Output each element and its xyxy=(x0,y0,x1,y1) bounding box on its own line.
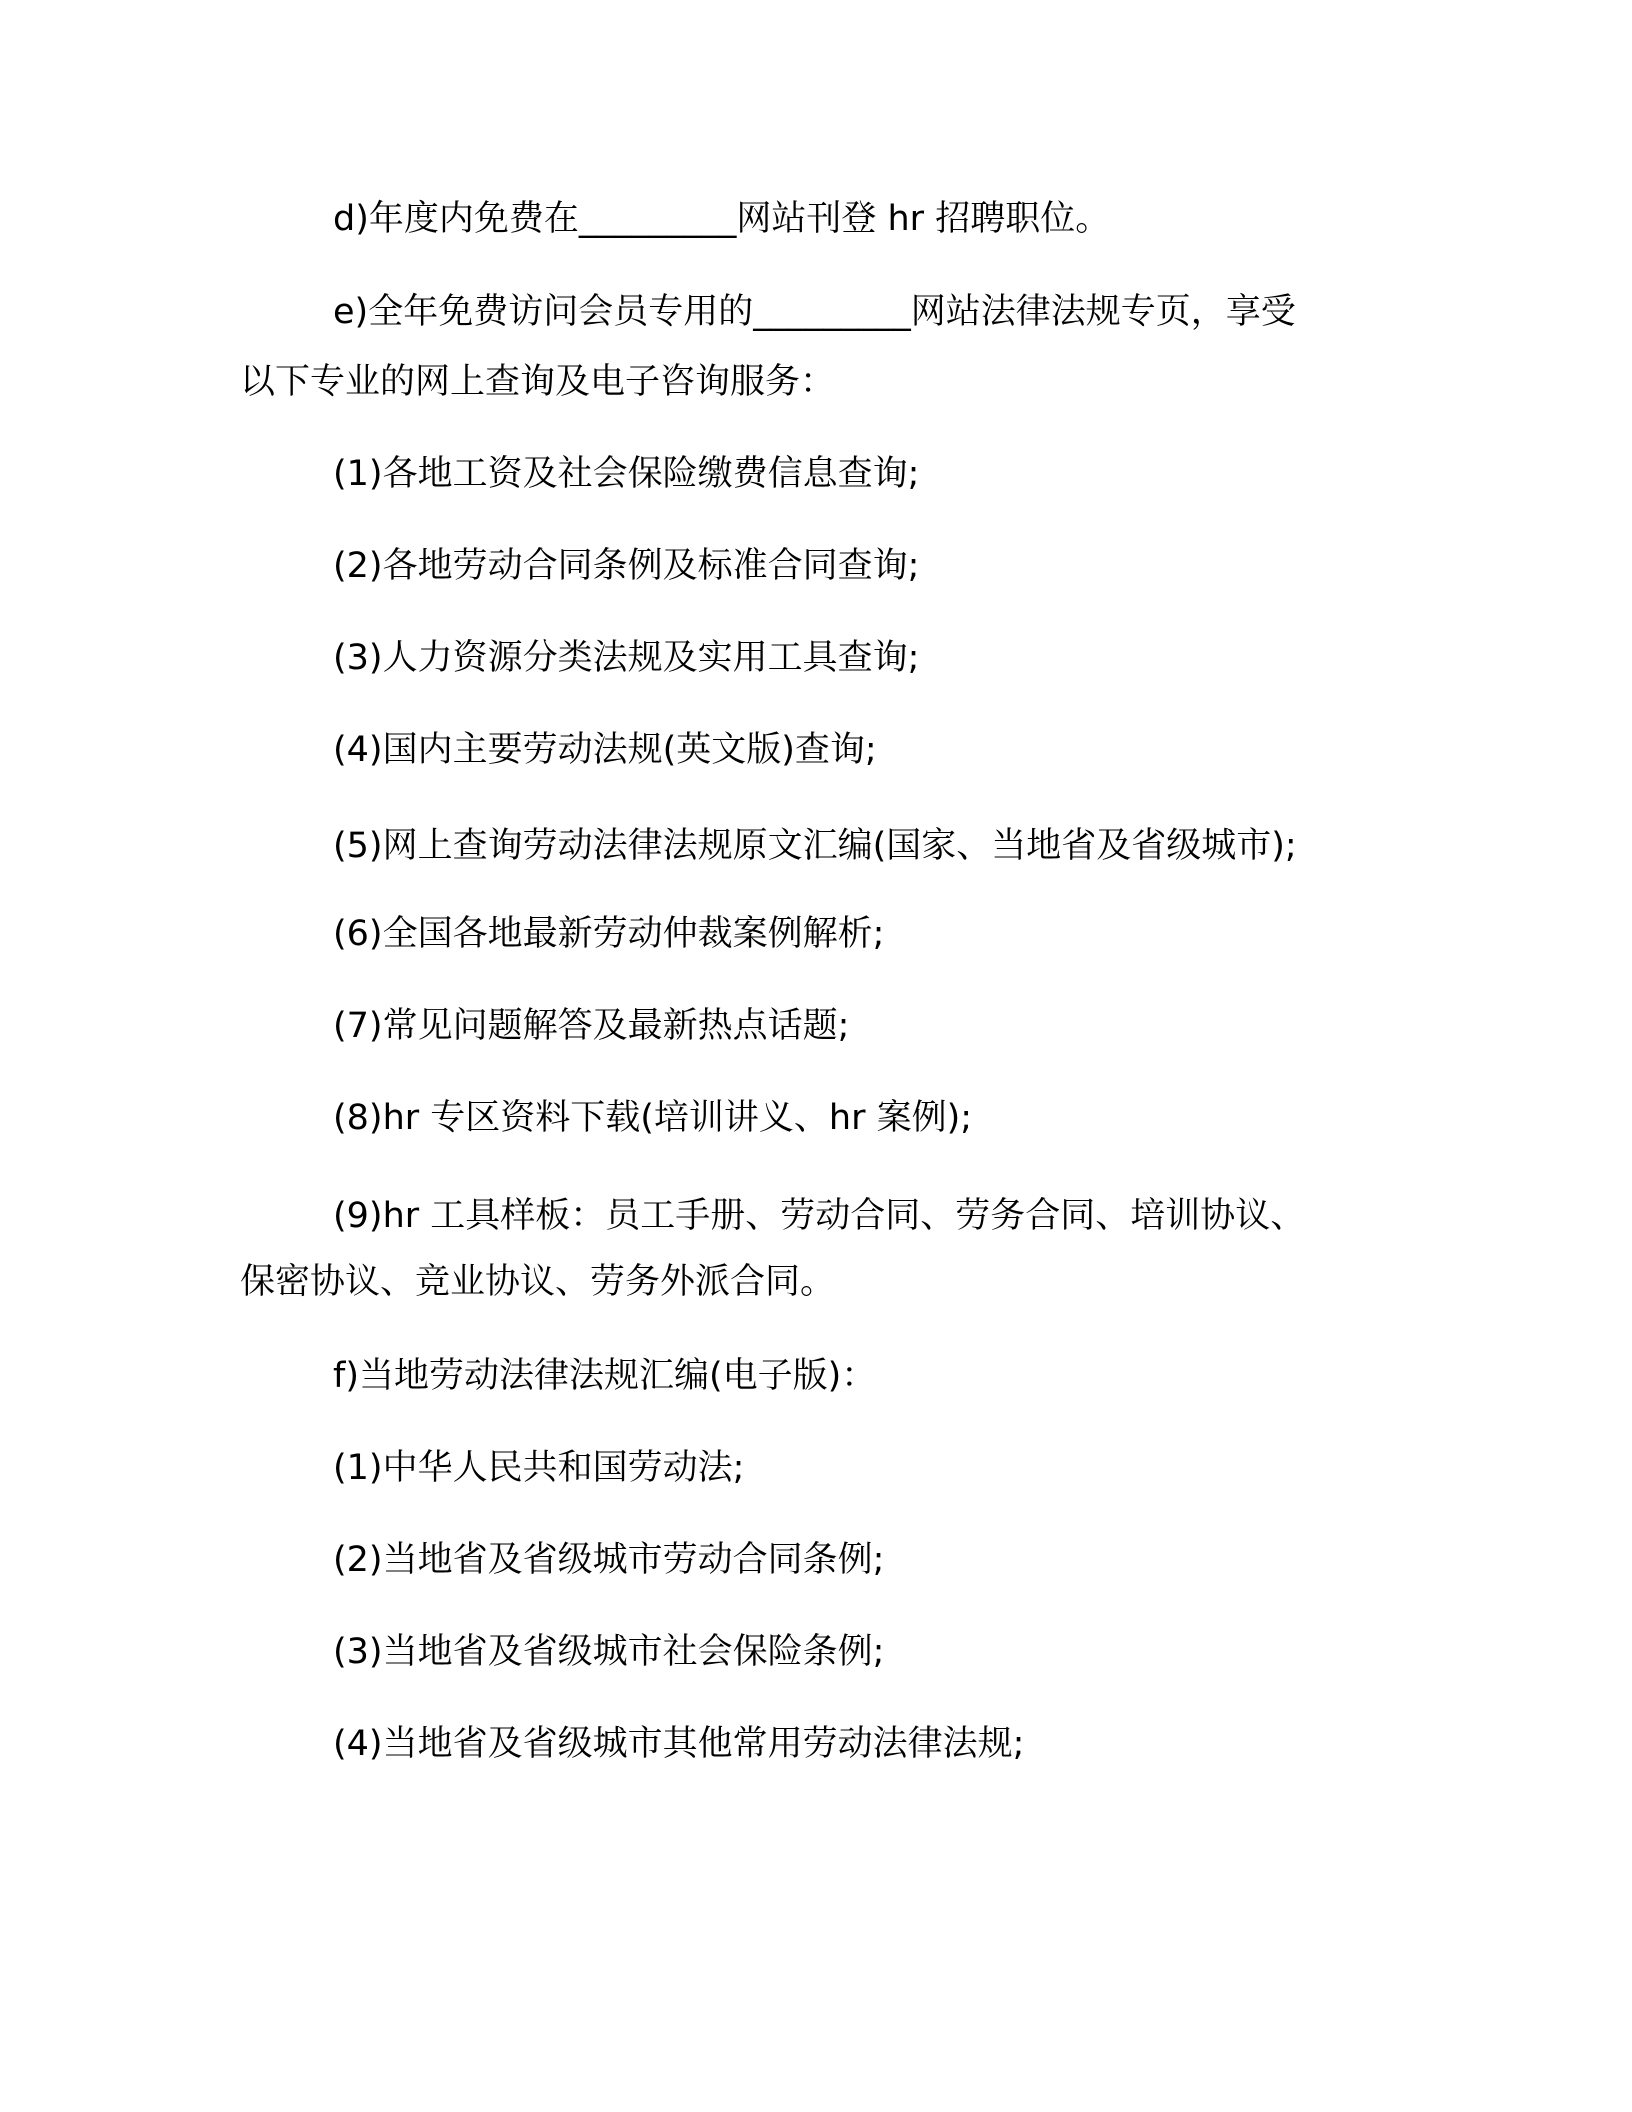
item-e-line1: e)全年免费访问会员专用的_________网站法律法规专页，享受 xyxy=(333,292,1296,332)
item-e-line2: 以下专业的网上查询及电子咨询服务： xyxy=(240,362,836,402)
item-f-4: (4)当地省及省级城市其他常用劳动法律法规; xyxy=(333,1724,1025,1764)
item-e-1: (1)各地工资及社会保险缴费信息查询; xyxy=(333,454,920,494)
item-e-6: (6)全国各地最新劳动仲裁案例解析; xyxy=(333,914,885,954)
item-f-1: (1)中华人民共和国劳动法; xyxy=(333,1448,745,1488)
item-e-7: (7)常见问题解答及最新热点话题; xyxy=(333,1006,850,1046)
item-e-4: (4)国内主要劳动法规(英文版)查询; xyxy=(333,730,877,770)
item-e-9-line2: 保密协议、竞业协议、劳务外派合同。 xyxy=(240,1262,836,1302)
item-e-3: (3)人力资源分类法规及实用工具查询; xyxy=(333,638,920,678)
item-e-2: (2)各地劳动合同条例及标准合同查询; xyxy=(333,546,920,586)
item-f-3: (3)当地省及省级城市社会保险条例; xyxy=(333,1632,885,1672)
item-e-5: (5)网上查询劳动法律法规原文汇编(国家、当地省及省级城市); xyxy=(333,826,1297,866)
item-d: d)年度内免费在_________网站刊登 hr 招聘职位。 xyxy=(333,199,1111,239)
item-e-9-line1: (9)hr 工具样板：员工手册、劳动合同、劳务合同、培训协议、 xyxy=(333,1196,1306,1236)
item-e-8: (8)hr 专区资料下载(培训讲义、hr 案例); xyxy=(333,1098,973,1138)
item-f: f)当地劳动法律法规汇编(电子版)： xyxy=(333,1356,877,1396)
item-f-2: (2)当地省及省级城市劳动合同条例; xyxy=(333,1540,885,1580)
